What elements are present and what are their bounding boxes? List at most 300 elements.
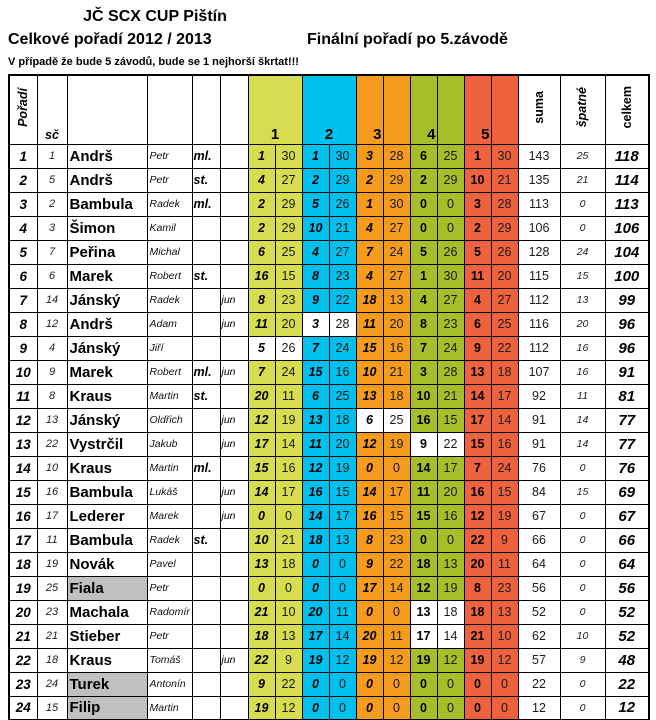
category-cell bbox=[192, 432, 220, 456]
junior-flag-cell bbox=[220, 264, 248, 288]
race-3-points-cell: 30 bbox=[383, 192, 410, 216]
surname-cell: Stieber bbox=[67, 624, 147, 648]
junior-flag-cell bbox=[220, 456, 248, 480]
race-1-points-cell: 20 bbox=[275, 312, 302, 336]
surname-cell: Lederer bbox=[67, 504, 147, 528]
race-3-points-cell: 0 bbox=[383, 456, 410, 480]
race-2-position-cell: 17 bbox=[302, 624, 329, 648]
race-1-points-cell: 10 bbox=[275, 600, 302, 624]
race-4-position-cell: 0 bbox=[410, 696, 437, 720]
table-row bbox=[9, 312, 649, 336]
race-2-points-cell: 20 bbox=[329, 432, 356, 456]
subtitle-season: Celkové pořadí 2012 / 2013 bbox=[8, 31, 212, 48]
discarded-points-cell: 0 bbox=[560, 192, 605, 216]
table-row bbox=[9, 144, 649, 168]
discarded-points-cell: 0 bbox=[560, 672, 605, 696]
surname-cell: Šimon bbox=[67, 216, 147, 240]
category-cell bbox=[192, 672, 220, 696]
race-1-position-cell: 15 bbox=[248, 456, 275, 480]
total-points-cell: 96 bbox=[605, 336, 649, 360]
category-cell: st. bbox=[192, 168, 220, 192]
discarded-points-cell: 0 bbox=[560, 552, 605, 576]
total-points-cell: 91 bbox=[605, 360, 649, 384]
col-header-firstname-empty bbox=[147, 75, 192, 144]
surname-cell: Fiala bbox=[67, 576, 147, 600]
race-3-points-cell: 24 bbox=[383, 240, 410, 264]
race-4-position-cell: 16 bbox=[410, 408, 437, 432]
total-points-cell: 106 bbox=[605, 216, 649, 240]
race-5-points-cell: 26 bbox=[491, 240, 518, 264]
table-row bbox=[9, 480, 649, 504]
race-4-position-cell: 3 bbox=[410, 360, 437, 384]
firstname-cell: Petr bbox=[147, 144, 192, 168]
race-2-position-cell: 12 bbox=[302, 456, 329, 480]
rank-cell: 9 bbox=[9, 336, 37, 360]
race-4-points-cell: 30 bbox=[437, 264, 464, 288]
race-2-points-cell: 27 bbox=[329, 240, 356, 264]
race-3-points-cell: 27 bbox=[383, 216, 410, 240]
race-2-position-cell: 14 bbox=[302, 504, 329, 528]
race-1-position-cell: 0 bbox=[248, 504, 275, 528]
surname-cell: Jánský bbox=[67, 288, 147, 312]
sum-cell: 116 bbox=[518, 312, 560, 336]
sum-cell: 57 bbox=[518, 648, 560, 672]
race-3-position-cell: 0 bbox=[356, 696, 383, 720]
race-2-position-cell: 10 bbox=[302, 216, 329, 240]
race-3-position-cell: 0 bbox=[356, 672, 383, 696]
race-4-points-cell: 20 bbox=[437, 480, 464, 504]
firstname-cell: Radek bbox=[147, 528, 192, 552]
race-2-points-cell: 29 bbox=[329, 168, 356, 192]
race-2-position-cell: 0 bbox=[302, 576, 329, 600]
table-row bbox=[9, 288, 649, 312]
total-points-cell: 77 bbox=[605, 408, 649, 432]
discarded-points-cell: 11 bbox=[560, 384, 605, 408]
total-points-cell: 96 bbox=[605, 312, 649, 336]
race-3-points-cell: 22 bbox=[383, 552, 410, 576]
firstname-cell: Marek bbox=[147, 504, 192, 528]
race-3-position-cell: 20 bbox=[356, 624, 383, 648]
race-5-position-cell: 15 bbox=[464, 432, 491, 456]
race-3-position-cell: 9 bbox=[356, 552, 383, 576]
race-4-position-cell: 14 bbox=[410, 456, 437, 480]
sum-cell: 115 bbox=[518, 264, 560, 288]
race-3-position-cell: 17 bbox=[356, 576, 383, 600]
junior-flag-cell bbox=[220, 216, 248, 240]
race-1-position-cell: 2 bbox=[248, 192, 275, 216]
race-5-position-cell: 10 bbox=[464, 168, 491, 192]
col-header-race-1: 1 bbox=[248, 75, 302, 144]
firstname-cell: Martin bbox=[147, 696, 192, 720]
race-4-position-cell: 11 bbox=[410, 480, 437, 504]
firstname-cell: Radek bbox=[147, 288, 192, 312]
race-5-points-cell: 20 bbox=[491, 264, 518, 288]
surname-cell: Kraus bbox=[67, 384, 147, 408]
race-2-position-cell: 8 bbox=[302, 264, 329, 288]
firstname-cell: Adam bbox=[147, 312, 192, 336]
firstname-cell: Michal bbox=[147, 240, 192, 264]
header-row bbox=[9, 75, 649, 144]
table-row bbox=[9, 624, 649, 648]
sum-cell: 143 bbox=[518, 144, 560, 168]
table-row bbox=[9, 192, 649, 216]
surname-cell: Vystrčil bbox=[67, 432, 147, 456]
race-3-position-cell: 4 bbox=[356, 216, 383, 240]
total-points-cell: 76 bbox=[605, 456, 649, 480]
rank-cell: 13 bbox=[9, 432, 37, 456]
surname-cell: Andrš bbox=[67, 144, 147, 168]
race-4-points-cell: 26 bbox=[437, 240, 464, 264]
race-3-position-cell: 4 bbox=[356, 264, 383, 288]
race-2-points-cell: 0 bbox=[329, 672, 356, 696]
race-4-points-cell: 13 bbox=[437, 552, 464, 576]
col-header-race-4: 4 bbox=[410, 75, 437, 144]
race-1-points-cell: 9 bbox=[275, 648, 302, 672]
race-1-points-cell: 21 bbox=[275, 528, 302, 552]
total-points-cell: 77 bbox=[605, 432, 649, 456]
race-1-position-cell: 21 bbox=[248, 600, 275, 624]
firstname-cell: Jiří bbox=[147, 336, 192, 360]
race-3-points-cell: 19 bbox=[383, 432, 410, 456]
discarded-points-cell: 0 bbox=[560, 696, 605, 720]
race-4-position-cell: 4 bbox=[410, 288, 437, 312]
race-2-points-cell: 24 bbox=[329, 336, 356, 360]
race-3-position-cell: 18 bbox=[356, 288, 383, 312]
start-number-cell: 8 bbox=[37, 384, 67, 408]
category-cell bbox=[192, 504, 220, 528]
firstname-cell: Pavel bbox=[147, 552, 192, 576]
surname-cell: Bambula bbox=[67, 480, 147, 504]
race-2-position-cell: 16 bbox=[302, 480, 329, 504]
race-3-position-cell: 3 bbox=[356, 144, 383, 168]
surname-cell: Bambula bbox=[67, 528, 147, 552]
junior-flag-cell bbox=[220, 192, 248, 216]
rank-cell: 23 bbox=[9, 672, 37, 696]
surname-cell: Marek bbox=[67, 264, 147, 288]
race-4-points-cell: 23 bbox=[437, 312, 464, 336]
race-4-points-cell: 29 bbox=[437, 168, 464, 192]
total-points-cell: 118 bbox=[605, 144, 649, 168]
category-cell: st. bbox=[192, 528, 220, 552]
discarded-points-cell: 15 bbox=[560, 264, 605, 288]
category-cell bbox=[192, 336, 220, 360]
discarded-points-cell: 13 bbox=[560, 288, 605, 312]
race-5-points-cell: 23 bbox=[491, 576, 518, 600]
race-3-points-cell: 20 bbox=[383, 312, 410, 336]
start-number-cell: 17 bbox=[37, 504, 67, 528]
race-4-points-cell: 19 bbox=[437, 576, 464, 600]
total-points-cell: 64 bbox=[605, 552, 649, 576]
rank-cell: 6 bbox=[9, 264, 37, 288]
start-number-cell: 10 bbox=[37, 456, 67, 480]
rank-cell: 1 bbox=[9, 144, 37, 168]
race-5-points-cell: 28 bbox=[491, 192, 518, 216]
race-3-points-cell: 18 bbox=[383, 384, 410, 408]
discarded-points-cell: 10 bbox=[560, 624, 605, 648]
race-4-points-cell: 12 bbox=[437, 648, 464, 672]
junior-flag-cell: jun bbox=[220, 504, 248, 528]
total-points-cell: 66 bbox=[605, 528, 649, 552]
race-5-position-cell: 3 bbox=[464, 192, 491, 216]
category-cell bbox=[192, 600, 220, 624]
junior-flag-cell: jun bbox=[220, 360, 248, 384]
race-3-points-cell: 14 bbox=[383, 576, 410, 600]
race-3-points-cell: 21 bbox=[383, 360, 410, 384]
surname-cell: Jánský bbox=[67, 336, 147, 360]
race-2-points-cell: 12 bbox=[329, 648, 356, 672]
surname-cell: Marek bbox=[67, 360, 147, 384]
discarded-points-cell: 0 bbox=[560, 600, 605, 624]
sum-cell: 135 bbox=[518, 168, 560, 192]
table-row bbox=[9, 408, 649, 432]
race-5-position-cell: 0 bbox=[464, 672, 491, 696]
total-points-cell: 100 bbox=[605, 264, 649, 288]
start-number-cell: 21 bbox=[37, 624, 67, 648]
start-number-cell: 3 bbox=[37, 216, 67, 240]
race-1-position-cell: 22 bbox=[248, 648, 275, 672]
race-5-points-cell: 16 bbox=[491, 432, 518, 456]
race-2-position-cell: 6 bbox=[302, 384, 329, 408]
race-2-points-cell: 21 bbox=[329, 216, 356, 240]
race-4-position-cell: 12 bbox=[410, 576, 437, 600]
firstname-cell: Jakub bbox=[147, 432, 192, 456]
race-1-position-cell: 16 bbox=[248, 264, 275, 288]
race-4-points-cell: 16 bbox=[437, 504, 464, 528]
sum-cell: 76 bbox=[518, 456, 560, 480]
table-row bbox=[9, 360, 649, 384]
race-1-points-cell: 14 bbox=[275, 432, 302, 456]
race-3-points-cell: 16 bbox=[383, 336, 410, 360]
race-4-position-cell: 1 bbox=[410, 264, 437, 288]
race-1-points-cell: 24 bbox=[275, 360, 302, 384]
junior-flag-cell: jun bbox=[220, 480, 248, 504]
junior-flag-cell bbox=[220, 384, 248, 408]
race-2-position-cell: 20 bbox=[302, 600, 329, 624]
total-points-cell: 52 bbox=[605, 600, 649, 624]
junior-flag-cell bbox=[220, 144, 248, 168]
sum-cell: 113 bbox=[518, 192, 560, 216]
rank-cell: 4 bbox=[9, 216, 37, 240]
firstname-cell: Radomír bbox=[147, 600, 192, 624]
race-3-position-cell: 13 bbox=[356, 384, 383, 408]
rank-cell: 17 bbox=[9, 528, 37, 552]
race-3-position-cell: 12 bbox=[356, 432, 383, 456]
race-5-points-cell: 27 bbox=[491, 288, 518, 312]
race-5-position-cell: 2 bbox=[464, 216, 491, 240]
col-header-race-3-spacer bbox=[383, 75, 410, 144]
race-1-position-cell: 0 bbox=[248, 576, 275, 600]
race-5-points-cell: 22 bbox=[491, 336, 518, 360]
race-2-position-cell: 1 bbox=[302, 144, 329, 168]
category-cell bbox=[192, 480, 220, 504]
race-4-position-cell: 8 bbox=[410, 312, 437, 336]
table-row bbox=[9, 168, 649, 192]
rank-cell: 20 bbox=[9, 600, 37, 624]
start-number-cell: 23 bbox=[37, 600, 67, 624]
junior-flag-cell bbox=[220, 696, 248, 720]
race-3-points-cell: 25 bbox=[383, 408, 410, 432]
firstname-cell: Radek bbox=[147, 192, 192, 216]
race-2-position-cell: 4 bbox=[302, 240, 329, 264]
race-5-position-cell: 12 bbox=[464, 504, 491, 528]
race-3-points-cell: 11 bbox=[383, 624, 410, 648]
race-1-points-cell: 26 bbox=[275, 336, 302, 360]
race-3-position-cell: 11 bbox=[356, 312, 383, 336]
race-4-points-cell: 24 bbox=[437, 336, 464, 360]
race-2-position-cell: 13 bbox=[302, 408, 329, 432]
sum-cell: 62 bbox=[518, 624, 560, 648]
race-5-points-cell: 0 bbox=[491, 672, 518, 696]
col-header-junior-empty bbox=[220, 75, 248, 144]
start-number-cell: 22 bbox=[37, 432, 67, 456]
col-header-suma: suma bbox=[518, 75, 560, 144]
race-5-position-cell: 4 bbox=[464, 288, 491, 312]
race-2-points-cell: 0 bbox=[329, 552, 356, 576]
discarded-points-cell: 14 bbox=[560, 432, 605, 456]
race-3-points-cell: 15 bbox=[383, 504, 410, 528]
sum-cell: 107 bbox=[518, 360, 560, 384]
race-1-points-cell: 17 bbox=[275, 480, 302, 504]
race-3-points-cell: 27 bbox=[383, 264, 410, 288]
race-2-position-cell: 0 bbox=[302, 672, 329, 696]
rank-cell: 14 bbox=[9, 456, 37, 480]
race-2-points-cell: 18 bbox=[329, 408, 356, 432]
race-3-position-cell: 10 bbox=[356, 360, 383, 384]
race-4-position-cell: 10 bbox=[410, 384, 437, 408]
surname-cell: Jánský bbox=[67, 408, 147, 432]
junior-flag-cell bbox=[220, 336, 248, 360]
race-5-position-cell: 1 bbox=[464, 144, 491, 168]
discarded-points-cell: 0 bbox=[560, 576, 605, 600]
junior-flag-cell bbox=[220, 528, 248, 552]
race-3-position-cell: 6 bbox=[356, 408, 383, 432]
firstname-cell: Robert bbox=[147, 264, 192, 288]
race-5-points-cell: 30 bbox=[491, 144, 518, 168]
race-1-position-cell: 19 bbox=[248, 696, 275, 720]
race-4-position-cell: 0 bbox=[410, 672, 437, 696]
rank-cell: 24 bbox=[9, 696, 37, 720]
table-row bbox=[9, 648, 649, 672]
race-5-position-cell: 6 bbox=[464, 312, 491, 336]
race-5-position-cell: 7 bbox=[464, 456, 491, 480]
rank-cell: 7 bbox=[9, 288, 37, 312]
race-3-position-cell: 14 bbox=[356, 480, 383, 504]
firstname-cell: Petr bbox=[147, 624, 192, 648]
race-1-points-cell: 11 bbox=[275, 384, 302, 408]
race-1-position-cell: 7 bbox=[248, 360, 275, 384]
sum-cell: 106 bbox=[518, 216, 560, 240]
start-number-cell: 12 bbox=[37, 312, 67, 336]
col-header-race-4-spacer bbox=[437, 75, 464, 144]
rank-cell: 11 bbox=[9, 384, 37, 408]
junior-flag-cell bbox=[220, 672, 248, 696]
col-header-surname-empty bbox=[67, 75, 147, 144]
col-header-race-5-spacer bbox=[491, 75, 518, 144]
total-points-cell: 99 bbox=[605, 288, 649, 312]
discarded-points-cell: 20 bbox=[560, 312, 605, 336]
race-1-position-cell: 17 bbox=[248, 432, 275, 456]
surname-cell: Kraus bbox=[67, 456, 147, 480]
table-row bbox=[9, 552, 649, 576]
discarded-points-cell: 9 bbox=[560, 648, 605, 672]
race-2-points-cell: 28 bbox=[329, 312, 356, 336]
sum-cell: 92 bbox=[518, 384, 560, 408]
category-cell: ml. bbox=[192, 456, 220, 480]
col-header-category-empty bbox=[192, 75, 220, 144]
race-5-position-cell: 16 bbox=[464, 480, 491, 504]
race-1-points-cell: 12 bbox=[275, 696, 302, 720]
race-4-position-cell: 5 bbox=[410, 240, 437, 264]
race-2-position-cell: 3 bbox=[302, 312, 329, 336]
race-1-position-cell: 2 bbox=[248, 216, 275, 240]
category-cell bbox=[192, 576, 220, 600]
table-row bbox=[9, 336, 649, 360]
surname-cell: Novák bbox=[67, 552, 147, 576]
start-number-cell: 16 bbox=[37, 480, 67, 504]
race-1-points-cell: 15 bbox=[275, 264, 302, 288]
col-header-poradi: Pořadí bbox=[9, 75, 37, 144]
race-4-points-cell: 14 bbox=[437, 624, 464, 648]
subtitle-final-standing: Finální pořadí po 5.závodě bbox=[307, 31, 508, 48]
race-5-position-cell: 5 bbox=[464, 240, 491, 264]
race-2-points-cell: 16 bbox=[329, 360, 356, 384]
firstname-cell: Oldřich bbox=[147, 408, 192, 432]
sum-cell: 52 bbox=[518, 600, 560, 624]
table-row bbox=[9, 384, 649, 408]
race-1-points-cell: 30 bbox=[275, 144, 302, 168]
sum-cell: 112 bbox=[518, 336, 560, 360]
col-header-sc: sč bbox=[37, 75, 67, 144]
race-2-points-cell: 0 bbox=[329, 696, 356, 720]
discarded-points-cell: 0 bbox=[560, 456, 605, 480]
start-number-cell: 2 bbox=[37, 192, 67, 216]
race-5-position-cell: 8 bbox=[464, 576, 491, 600]
race-2-position-cell: 18 bbox=[302, 528, 329, 552]
race-4-position-cell: 6 bbox=[410, 144, 437, 168]
total-points-cell: 12 bbox=[605, 696, 649, 720]
race-1-position-cell: 20 bbox=[248, 384, 275, 408]
sum-cell: 91 bbox=[518, 432, 560, 456]
category-cell: ml. bbox=[192, 360, 220, 384]
race-1-position-cell: 13 bbox=[248, 552, 275, 576]
race-4-points-cell: 0 bbox=[437, 672, 464, 696]
total-points-cell: 48 bbox=[605, 648, 649, 672]
sum-cell: 56 bbox=[518, 576, 560, 600]
sum-cell: 66 bbox=[518, 528, 560, 552]
race-1-points-cell: 25 bbox=[275, 240, 302, 264]
race-5-position-cell: 20 bbox=[464, 552, 491, 576]
junior-flag-cell bbox=[220, 624, 248, 648]
category-cell bbox=[192, 696, 220, 720]
race-4-position-cell: 19 bbox=[410, 648, 437, 672]
race-2-position-cell: 9 bbox=[302, 288, 329, 312]
rank-cell: 3 bbox=[9, 192, 37, 216]
race-5-points-cell: 9 bbox=[491, 528, 518, 552]
surname-cell: Turek bbox=[67, 672, 147, 696]
race-4-points-cell: 25 bbox=[437, 144, 464, 168]
firstname-cell: Antonín bbox=[147, 672, 192, 696]
race-2-position-cell: 2 bbox=[302, 168, 329, 192]
surname-cell: Machala bbox=[67, 600, 147, 624]
table-row bbox=[9, 216, 649, 240]
race-1-points-cell: 13 bbox=[275, 624, 302, 648]
race-1-position-cell: 5 bbox=[248, 336, 275, 360]
race-1-position-cell: 9 bbox=[248, 672, 275, 696]
race-3-points-cell: 23 bbox=[383, 528, 410, 552]
rank-cell: 2 bbox=[9, 168, 37, 192]
race-1-points-cell: 19 bbox=[275, 408, 302, 432]
discarded-points-cell: 15 bbox=[560, 480, 605, 504]
